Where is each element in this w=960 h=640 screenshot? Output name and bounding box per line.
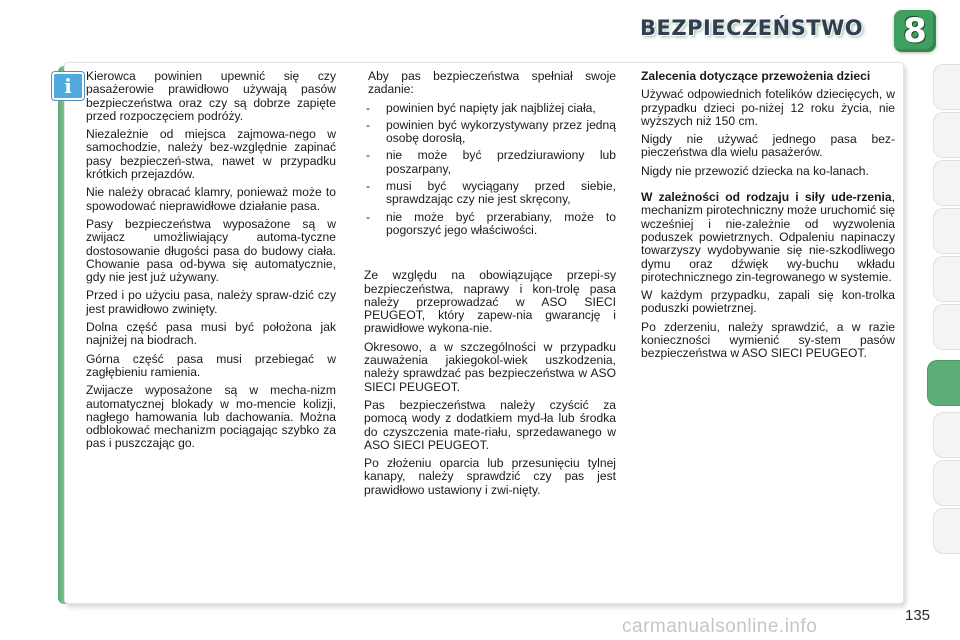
- chapter-tabs: [930, 64, 960, 564]
- spacer: [364, 241, 616, 269]
- paragraph: Nie należy obracać klamry, ponieważ może to spowodować nieprawidłowe działanie pasa.: [86, 185, 336, 213]
- chapter-tab[interactable]: [933, 412, 960, 458]
- bullet-dash: -: [366, 209, 371, 224]
- chapter-tab[interactable]: [933, 208, 960, 254]
- paragraph: W każdym przypadku, zapali się kon-trolka poduszki powietrznej.: [641, 288, 895, 316]
- list-item: [364, 102, 616, 115]
- paragraph: Używać odpowiednich fotelików dziecięcych, w przypadku dzieci po-niżej 12 roku życia, nie wyższych niż 150 cm.: [641, 87, 895, 128]
- paragraph: Zwijacze wyposażone są w mecha-nizm automatycznej blokady w mo-mencie kolizji, nagłego hamowania lub dachowania. Można odblokować mechanizm pociągając szybko za pas i puszczając go.: [86, 383, 336, 451]
- chapter-number-badge: 8: [894, 10, 936, 52]
- info-icon: i: [52, 72, 84, 100]
- chapter-tab[interactable]: [933, 460, 960, 506]
- chapter-tab[interactable]: [933, 112, 960, 158]
- bullet-dash: -: [366, 117, 371, 132]
- paragraph: Pas bezpieczeństwa należy czyścić za pomocą wody z dodatkiem myd-ła lub środka do czyszczenia mate-riału, sprzedawanego w ASO SIECI PEUGEOT.: [364, 397, 616, 452]
- column-2: [364, 70, 616, 502]
- chapter-tab[interactable]: [933, 160, 960, 206]
- paragraph: Po złożeniu oparcia lub przesunięciu tylnej kanapy, należy sprawdzić czy pas jest prawidłowo ustawiony i zwi-nięty.: [364, 456, 616, 497]
- list-item-text: nie może być przedziurawiony lub poszarpany,: [386, 148, 616, 176]
- chapter-tab[interactable]: [933, 64, 960, 110]
- chapter-tab[interactable]: [933, 508, 960, 554]
- bullet-dash: -: [366, 179, 371, 194]
- lead-rest: , mechanizm pirotechniczny może uruchomić się wcześniej i nie-zależnie od wyzwolenia poduszek powietrznych. Odpaleniu napinaczy towarzyszy wydobywanie się nie-szkodliwego dymu oraz dźwięk wy-buchu wkładu pirotechnicznego zin-tegrowanego w systemie.: [641, 190, 895, 284]
- chapter-tab-active[interactable]: [927, 360, 960, 406]
- paragraph: Okresowo, a w szczególności w przypadku zauważenia jakiegokol-wiek uszkodzenia, należy sprawdzać pas bezpieczeństwa w ASO SIECI PEUGEOT.: [364, 339, 616, 394]
- column-1: [86, 70, 336, 456]
- list-item-text: powinien być wykorzystywany przez jedną osobę dorosłą,: [386, 117, 616, 146]
- paragraph: Ze względu na obowiązujące przepi-sy bezpieczeństwa, naprawy i kon-trolę pasa należy przeprowadzać w ASO SIECI PEUGEOT, który zapew-nia gwarancję i prawidłowe wykona-nie.: [364, 268, 616, 336]
- paragraph: Po zderzeniu, należy sprawdzić, a w razie konieczności wymienić sy-stem pasów bezpieczeństwa w ASO SIECI PEUGEOT.: [641, 319, 895, 361]
- paragraph: Przed i po użyciu pasa, należy spraw-dzić czy jest prawidłowo zwinięty.: [86, 288, 336, 316]
- list-item-text: musi być wyciągany przed siebie, sprawdzając czy nie jest skręcony,: [386, 179, 616, 207]
- paragraph: Nigdy nie używać jednego pasa bez-pieczeństwa dla wielu pasażerów.: [641, 132, 895, 160]
- list-intro: Aby pas bezpieczeństwa spełniał swoje zadanie:: [368, 69, 616, 97]
- page-title: BEZPIECZEŃSTWO: [640, 16, 864, 40]
- list-item: [364, 180, 616, 207]
- requirements-list: [364, 102, 616, 238]
- bullet-dash: -: [366, 148, 371, 163]
- page-number: 135: [905, 607, 931, 624]
- paragraph: Dolna część pasa musi być położona jak najniżej na biodrach.: [86, 320, 336, 348]
- list-item-text: powinien być napięty jak najbliżej ciała,: [386, 100, 596, 115]
- list-item: [364, 149, 616, 176]
- chapter-tab[interactable]: [933, 256, 960, 302]
- list-item: [364, 119, 616, 146]
- section-heading: Zalecenia dotyczące przewożenia dzieci: [641, 69, 871, 83]
- paragraph: Nigdy nie przewozić dziecka na ko-lanach.: [641, 163, 869, 178]
- paragraph: Górna część pasa musi przebiegać w zagłębieniu ramienia.: [86, 351, 336, 379]
- bold-lead: W zależności od rodzaju i siły ude-rzenia: [641, 190, 892, 205]
- list-item-text: nie może być przerabiany, może to pogorszyć jego właściwości.: [386, 209, 616, 237]
- paragraph: Kierowca powinien upewnić się czy pasażerowie prawidłowo używają pasów bezpieczeństwa oraz czy są dobrze zapięte przed rozpoczęciem podróży.: [86, 69, 336, 123]
- paragraph-pyrotechnic: [641, 191, 895, 284]
- list-item: [364, 211, 616, 238]
- watermark: carmanualsonline.info: [622, 616, 818, 637]
- paragraph: Pasy bezpieczeństwa wyposażone są w zwijacz umożliwiający automa-tyczne dostosowanie długości pasa do budowy ciała. Chowanie pasa od-bywa się automatycznie, gdy nie jest już używany.: [86, 216, 336, 285]
- chapter-tab[interactable]: [933, 304, 960, 350]
- column-3: [641, 70, 895, 366]
- bullet-dash: -: [366, 100, 371, 115]
- paragraph: Niezależnie od miejsca zajmowa-nego w samochodzie, należy bez-względnie zapinać pasy bezpieczeń-stwa, nawet w przypadku krótkich przejazdów.: [86, 127, 336, 182]
